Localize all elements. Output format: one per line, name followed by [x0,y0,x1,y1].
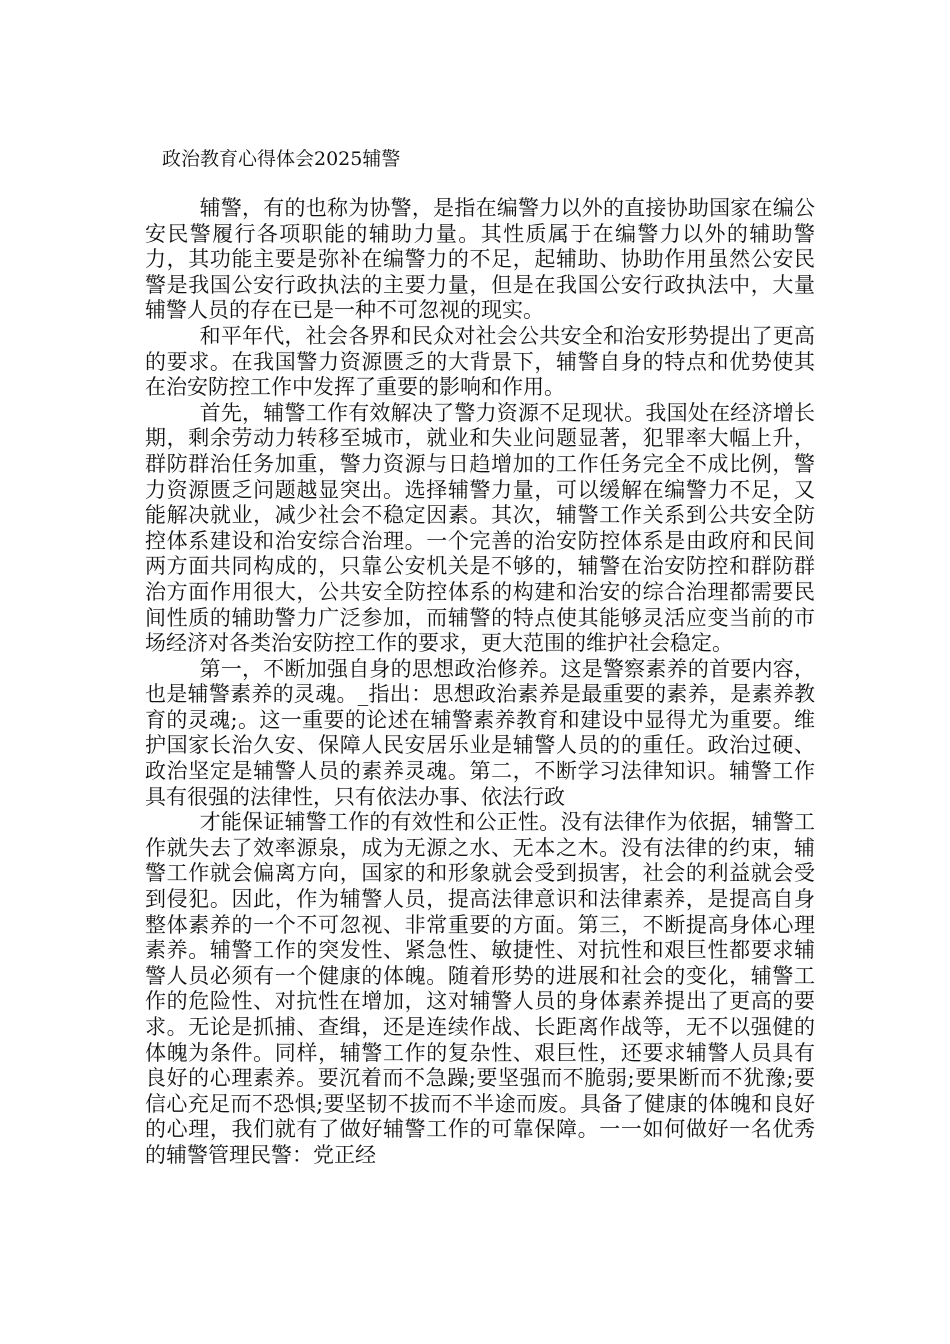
paragraph-intro: 辅警，有的也称为协警，是指在编警力以外的直接协助国家在编公安民警履行各项职能的辅助力量。其性质属于在编警力以外的辅助警力，其功能主要是弥补在编警力的不足，起辅助、协助作用虽然公安民警是我国公安行政执法的主要力量，但是在我国公安行政执法中，大量辅警人员的存在已是一种不可忽视的现实。 [145,196,815,323]
paragraph-peacetime: 和平年代，社会各界和民众对社会公共安全和治安形势提出了更高的要求。在我国警力资源匮乏的大背景下，辅警自身的特点和优势使其在治安防控工作中发挥了重要的影响和作用。 [145,323,815,400]
document-body [145,196,815,1169]
paragraph-political-cultivation: 第一，不断加强自身的思想政治修养。这是警察素养的首要内容，也是辅警素养的灵魂。_指出：思想政治素养是最重要的素养，是素养教育的灵魂;。这一重要的论述在辅警素养教育和建设中显得尤为重要。维护国家长治久安、保障人民安居乐业是辅警人员的的重任。政治过硬、政治坚定是辅警人员的素养灵魂。第二，不断学习法律知识。辅警工作具有很强的法律性，只有依法办事、依法行政 [145,656,815,809]
document-title: 政治教育心得体会2025辅警 [162,148,401,170]
paragraph-legal-physical: 才能保证辅警工作的有效性和公正性。没有法律作为依据，辅警工作就失去了效率源泉，成为无源之水、无本之木。没有法律的约束，辅警工作就会偏离方向，国家的和形象就会受到损害，社会的利益就会受到侵犯。因此，作为辅警人员，提高法律意识和法律素养，是提高自身整体素养的一个不可忽视、非常重要的方面。第三，不断提高身体心理素养。辅警工作的突发性、紧急性、敏捷性、对抗性和艰巨性都要求辅警人员必须有一个健康的体魄。随着形势的进展和社会的变化，辅警工作的危险性、对抗性在增加，这对辅警人员的身体素养提出了更高的要求。无论是抓捕、查缉，还是连续作战、长距离作战等，无不以强健的体魄为条件。同样，辅警工作的复杂性、艰巨性，还要求辅警人员具有良好的心理素养。要沉着而不急躁;要坚强而不脆弱;要果断而不犹豫;要信心充足而不恐惧;要坚韧不拔而不半途而废。具备了健康的体魄和良好的心理，我们就有了做好辅警工作的可靠保障。一一如何做好一名优秀的辅警管理民警：党正经 [145,810,815,1167]
paragraph-first-reason: 首先，辅警工作有效解决了警力资源不足现状。我国处在经济增长期，剩余劳动力转移至城市，就业和失业问题显著，犯罪率大幅上升，群防群治任务加重，警力资源与日趋增加的工作任务完全不成比例，警力资源匮乏问题越显突出。选择辅警力量，可以缓解在编警力不足，又能解决就业，减少社会不稳定因素。其次，辅警工作关系到公共安全防控体系建设和治安综合治理。一个完善的治安防控体系是由政府和民间两方面共同构成的，只靠公安机关是不够的，辅警在治安防控和群防群治方面作用很大，公共安全防控体系的构建和治安的综合治理都需要民间性质的辅助警力广泛参加，而辅警的特点使其能够灵活应变当前的市场经济对各类治安防控工作的要求，更大范围的维护社会稳定。 [145,400,815,656]
